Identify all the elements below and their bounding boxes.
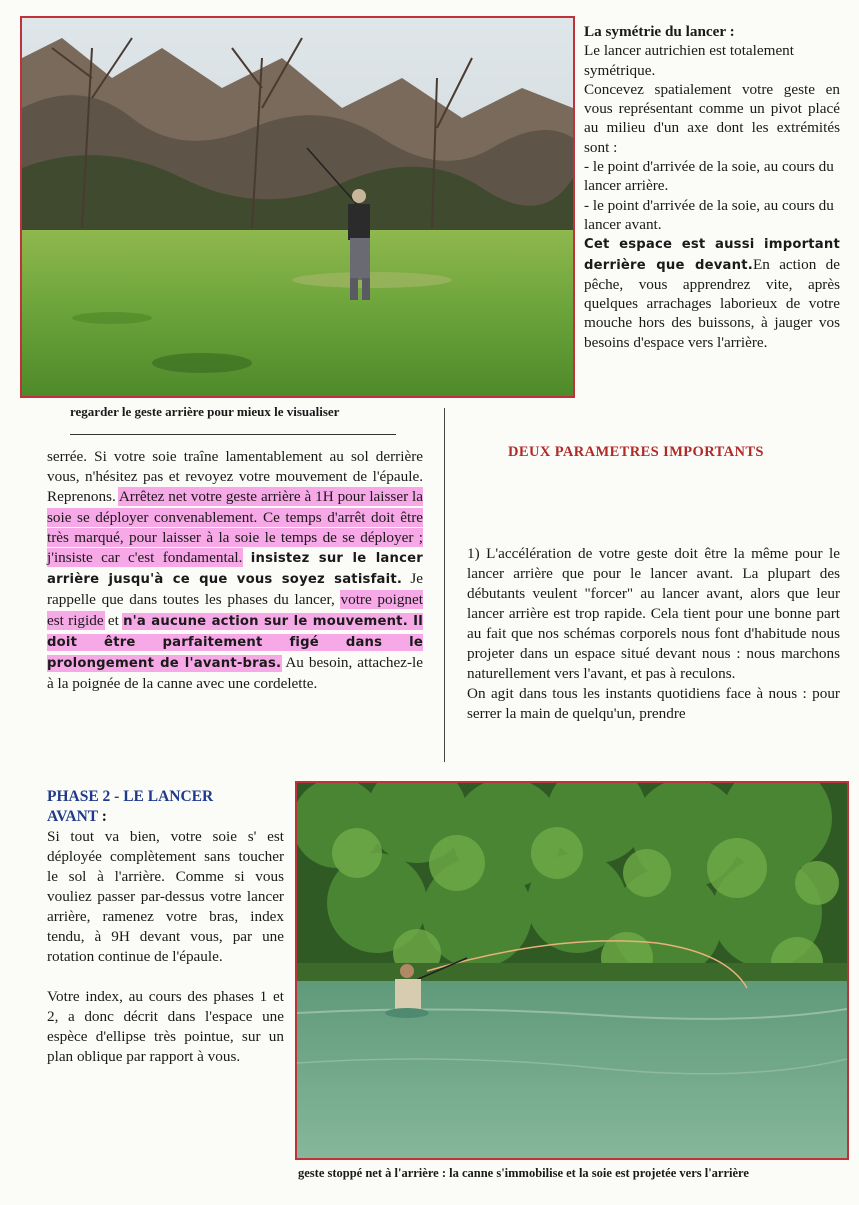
left-column-paragraph — [47, 447, 423, 694]
phase-2-paragraph-1: Si tout va bien, votre soie s' est déployée complètement sans toucher le sol à l'arrière. Comme si vous vouliez passer par-dessus votre lancer arrière, ramenez votre bras, index tendu, à 9H devant vous, par une rotation continue de l'épaule. — [47, 828, 284, 965]
left-text-2: Je rappelle que dans toutes les phases du lancer, — [47, 570, 423, 609]
intro-bullet-2: - le point d'arrivée de la soie, au cours du lancer avant. — [584, 196, 834, 233]
meadow-scene-illustration — [22, 18, 573, 396]
phase-2-title-colon: : — [97, 808, 107, 825]
highlighted-instruction-2: votre poignet est rigide — [47, 591, 423, 629]
highlighted-bold-instruction: n'a aucune action sur le mouvement. Il doit être parfaitement figé dans le prolongement de l'avant-bras. — [47, 613, 423, 672]
right-paragraph-1: 1) L'accélération de votre geste doit être la même pour le lancer arrière que pour le lancer avant. La plupart des débutants veulent "forcer" au lancer avant, alors que leur lancer arrière est trop rapide. Cela tient pour une bonne part au fait que nos schémas corporels nous font d'habitude nous projeter dans un espace situé devant nous : nous marchons naturellement vers l'avant, et pas à reculons. — [467, 545, 840, 682]
left-text-3: et — [103, 611, 124, 629]
photo-1-caption: regarder le geste arrière pour mieux le visualiser — [70, 404, 340, 419]
photo-2-caption: geste stoppé net à l'arrière : la canne s'immobilise et la soie est projetée vers l'arrière — [298, 1166, 749, 1180]
section-heading: DEUX PARAMETRES IMPORTANTS — [508, 444, 764, 460]
left-text-4: Au besoin, attachez-le à la poignée de la canne avec une cordelette. — [47, 654, 424, 693]
phase-2-title-line-1: PHASE 2 - LE LANCER — [47, 788, 214, 805]
phase-2-column — [47, 787, 284, 1067]
intro-bullet-1: - le point d'arrivée de la soie, au cours du lancer arrière. — [584, 158, 834, 195]
river-scene-illustration — [297, 783, 847, 1158]
meadow-casting-photo — [20, 16, 575, 398]
phase-2-paragraph-2: Votre index, au cours des phases 1 et 2, a donc décrit dans l'espace une espèce d'ellipse très pointue, sur un plan oblique par rapport à vous. — [47, 988, 284, 1065]
intro-paragraph-2: Concevez spatialement votre geste en vous représentant comme un pivot placé au milieu d'un axe dont les extrémités sont : — [584, 80, 840, 156]
right-column — [467, 544, 840, 724]
intro-column — [584, 22, 840, 352]
highlighted-instruction-1: Arrêtez net votre geste arrière à 1H pour laisser la soie se déployer convenablement. Ce temps d'arrêt doit être très marqué, pour laisser à la soie le temps de se déployer ; j'insiste car c'est fondamental. — [47, 488, 423, 567]
right-paragraph-2: On agit dans tous les instants quotidiens face à nous : pour serrer la main de quelqu'un, prendre — [467, 685, 840, 722]
intro-title: La symétrie du lancer : — [584, 23, 735, 40]
phase-2-title-line-2: AVANT — [47, 808, 98, 825]
intro-paragraph-1: Le lancer autrichien est totalement symétrique. — [584, 42, 794, 79]
left-text-1: serrée. Si votre soie traîne lamentablement au sol derrière vous, n'hésitez pas et revoyez votre mouvement de l'épaule. Reprenons. — [47, 448, 423, 506]
caption-underline — [70, 434, 396, 435]
intro-paragraph-3 — [584, 234, 840, 352]
river-casting-photo — [295, 781, 849, 1160]
phase-2-title — [47, 787, 284, 827]
left-column — [47, 447, 423, 694]
intro-emphasis: Cet espace est aussi important derrière que devant. — [584, 237, 840, 273]
column-divider — [444, 408, 445, 762]
intro-paragraph-3-text: En action de pêche, vous apprendrez vite, après quelques arrachages laborieux de votre mouche hors des buissons, à jauger vos besoins d'espace vers l'arrière. — [584, 255, 840, 351]
bold-instruction-1: insistez sur le lancer arrière jusqu'à ce que vous soyez satisfait. — [47, 551, 423, 588]
